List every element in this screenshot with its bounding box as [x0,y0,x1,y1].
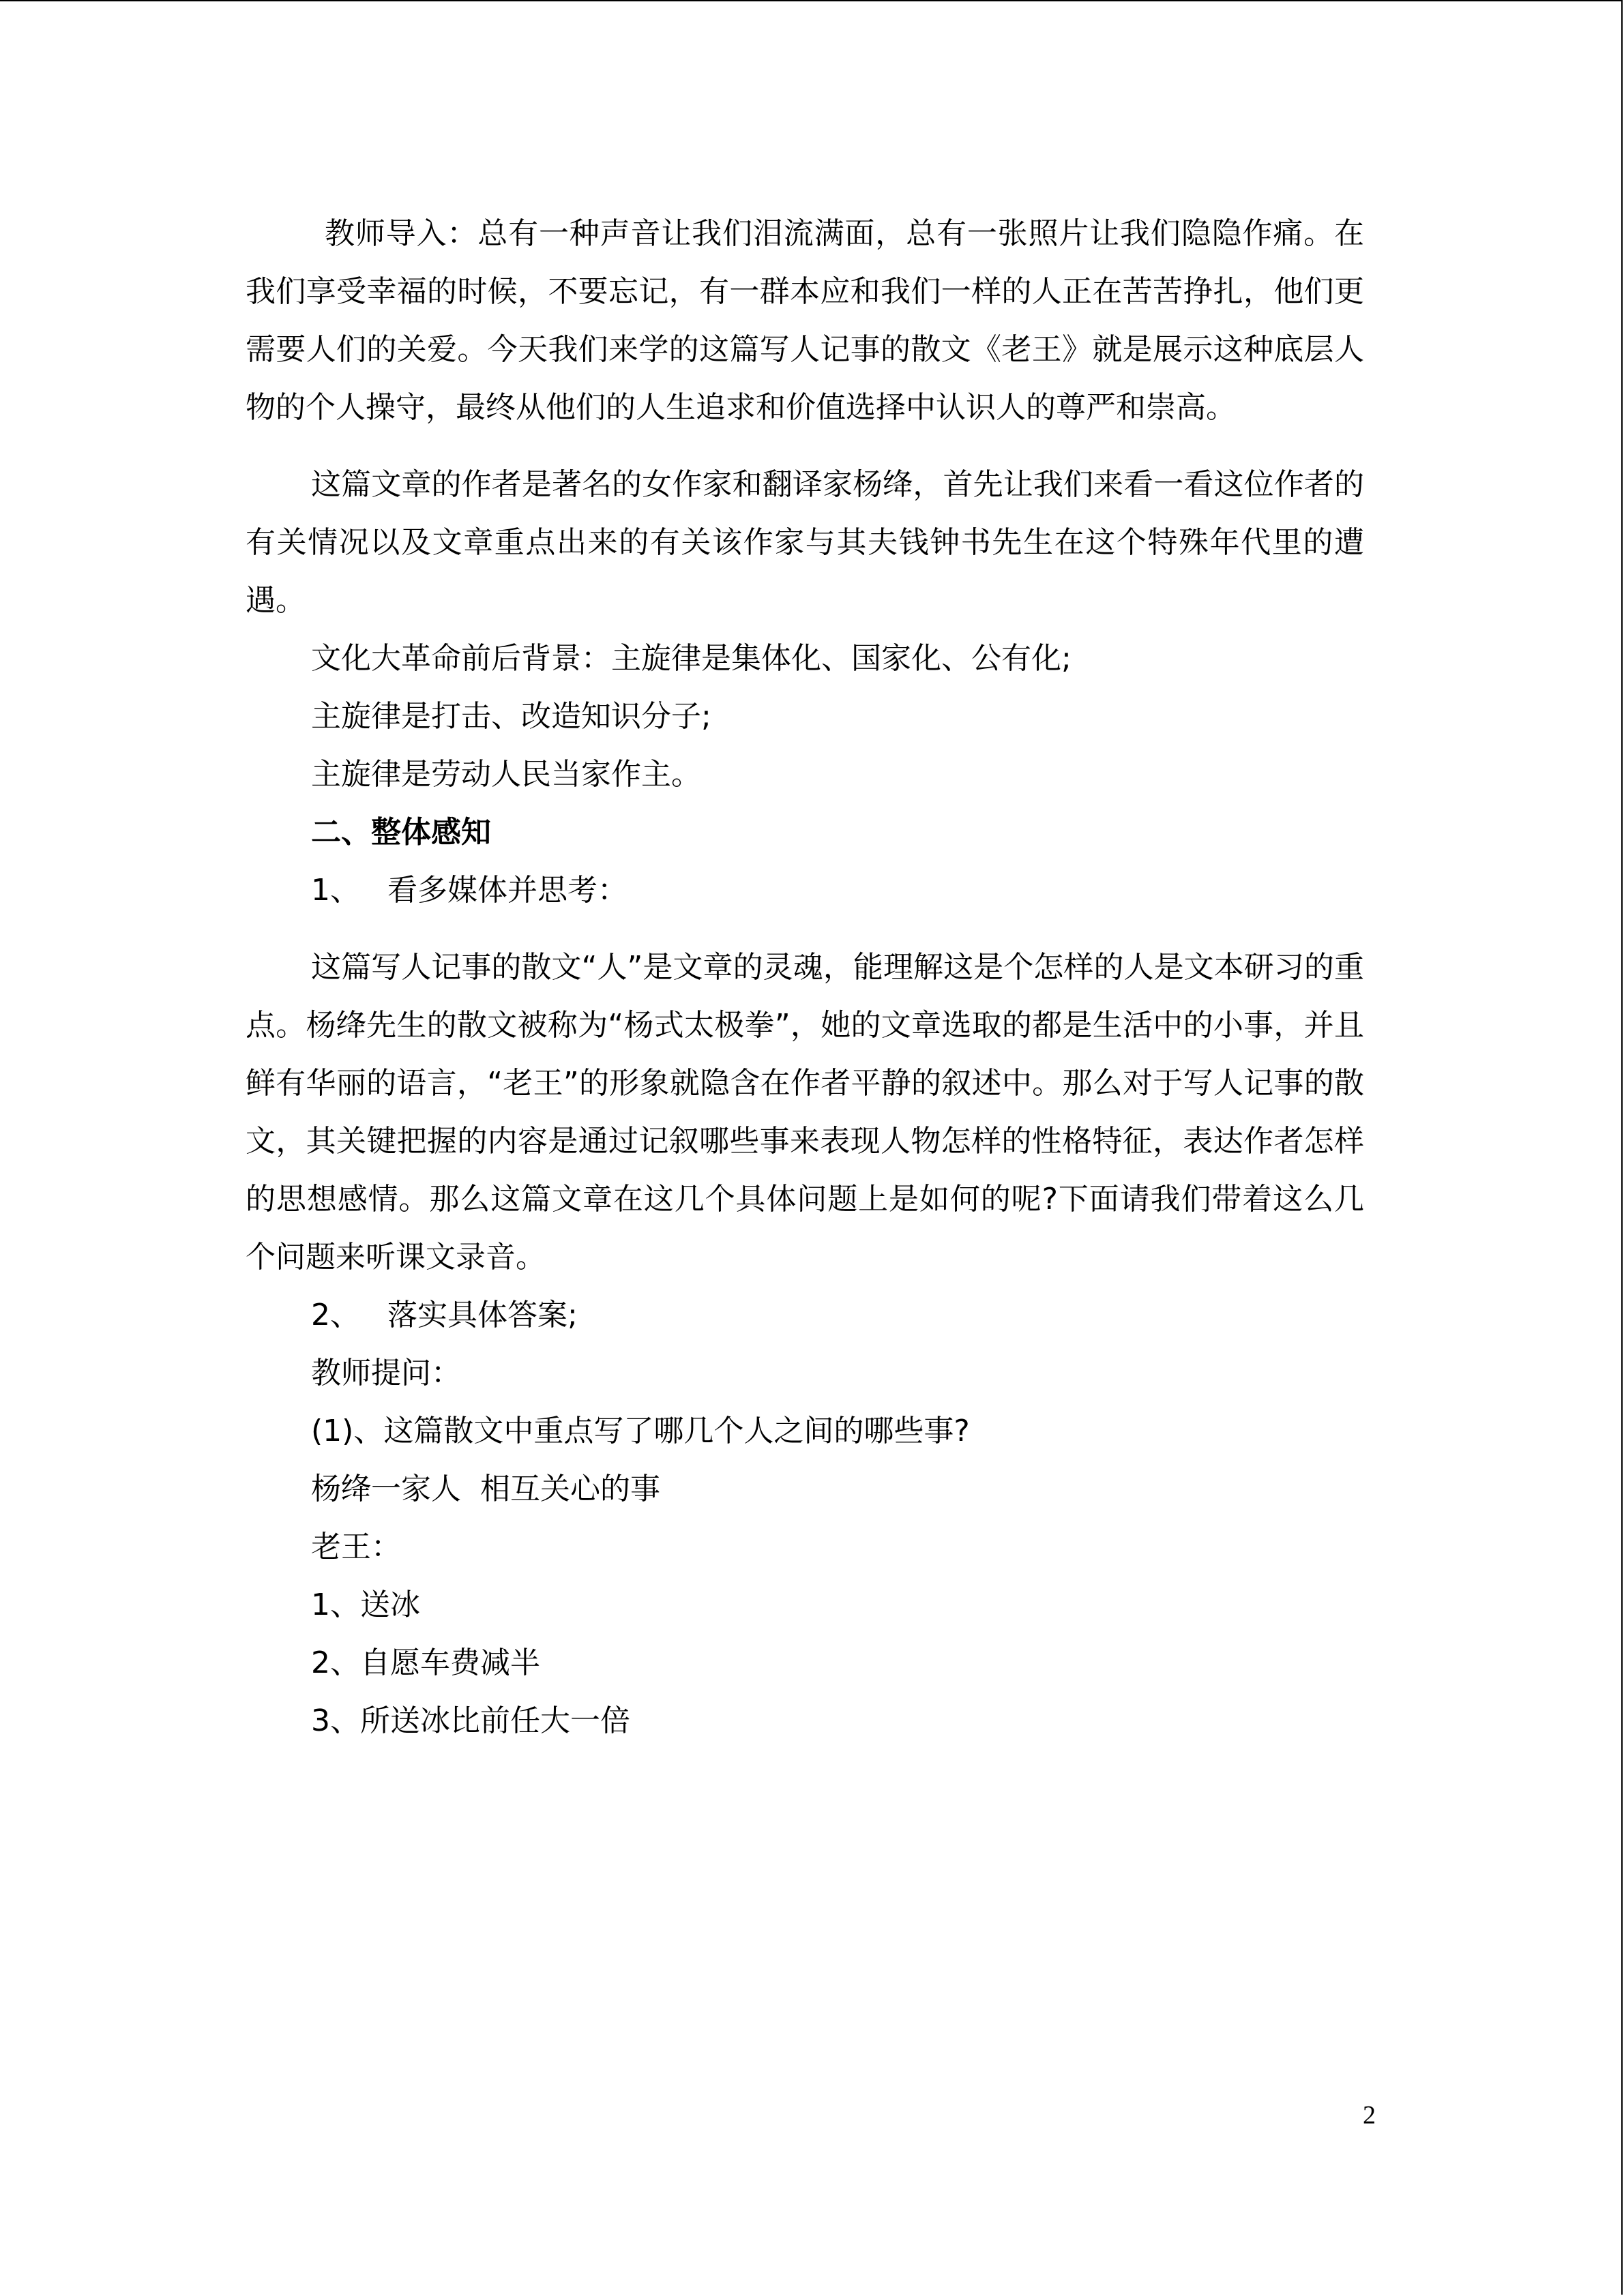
author-paragraph: 这篇文章的作者是著名的女作家和翻译家杨绛，首先让我们来看一看这位作者的有关情况以及文章重点出来的有关该作家与其夫钱钟书先生在这个特殊年代里的遭遇。 [246,467,1364,618]
list-item-2-text: 落实具体答案; [387,1298,578,1332]
event-item-1: 1、送冰 [311,1587,420,1622]
list-item-1 [246,861,1364,919]
answer-laowang-label: 老王： [311,1530,401,1564]
intro-paragraph: 教师导入：总有一种声音让我们泪流满面，总有一张照片让我们隐隐作痛。在我们享受幸福的时候，不要忘记，有一群本应和我们一样的人正在苦苦挣扎，他们更需要人们的关爱。今天我们来学的这篇写人记事的散文《老王》就是展示这种底层人物的个人操守，最终从他们的人生追求和价值选择中认识人的尊严和崇高。 [246,216,1364,425]
analysis-paragraph: 这篇写人记事的散文“人”是文章的灵魂，能理解这是个怎样的人是文本研习的重点。杨绛先生的散文被称为“杨式太极拳”，她的文章选取的都是生活中的小事，并且鲜有华丽的语言，“老王”的形象就隐含在作者平静的叙述中。那么对于写人记事的散文，其关键把握的内容是通过记叙哪些事来表现人物怎样的性格特征，表达作者怎样的思想感情。那么这篇文章在这几个具体问题上是如何的呢?下面请我们带着这么几个问题来听课文录音。 [246,950,1364,1274]
teacher-question-label: 教师提问： [311,1356,461,1390]
background-line-2: 主旋律是打击、改造知识分子; [311,699,711,734]
list-item-1-text: 看多媒体并思考： [387,873,628,908]
list-item-2-number: 2、 [311,1298,360,1332]
page-number: 2 [1363,2101,1376,2130]
event-item-3: 3、所送冰比前任大一倍 [311,1703,630,1738]
question-1: (1)、这篇散文中重点写了哪几个人之间的哪些事? [311,1414,970,1448]
background-line-1: 文化大革命前后背景：主旋律是集体化、国家化、公有化; [311,641,1072,676]
background-line-3: 主旋律是劳动人民当家作主。 [311,757,701,792]
list-item-2 [246,1286,1364,1344]
section-heading: 二、整体感知 [311,815,491,850]
event-item-2: 2、自愿车费减半 [311,1645,540,1680]
answer-yang-family: 杨绛一家人 相互关心的事 [311,1472,660,1506]
list-item-1-number: 1、 [311,873,360,908]
document-body [246,205,1364,1750]
